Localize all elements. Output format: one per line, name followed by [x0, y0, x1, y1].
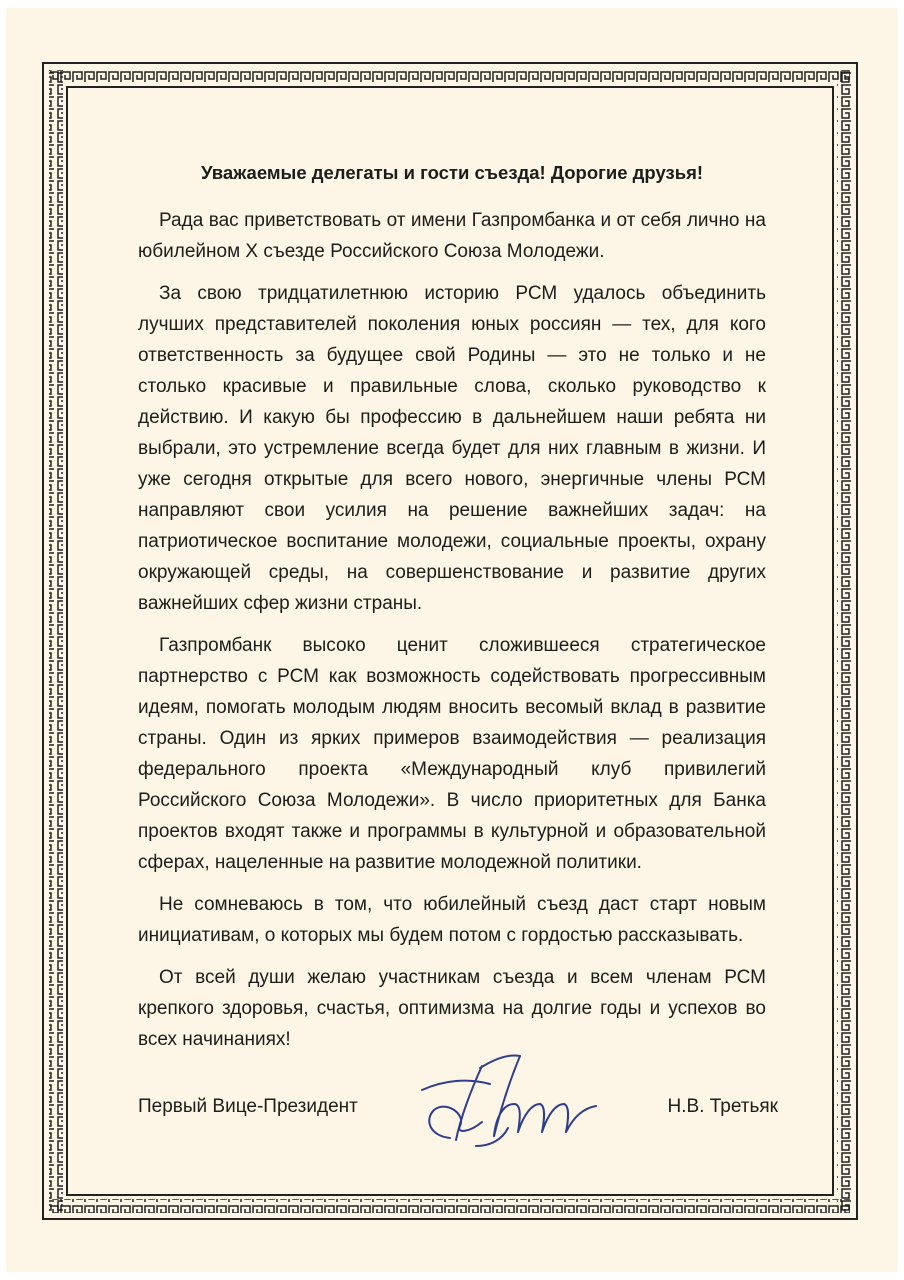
- letter-heading: Уважаемые делегаты и гости съезда! Дорогие друзья!: [200, 162, 704, 183]
- letter-paragraph: За свою тридцатилетнюю историю РСМ удалось объединить лучших представителей поколения юных россиян — тех, для кого ответственность за будущее свой Родины — это не только и не столько красивые и правильные слова, сколько руководство к действию. И какую бы профессию в дальнейшем наши ребята ни выбрали, это устремление всегда будет для них главным в жизни. И уже сегодня открытые для всего нового, энергичные члены РСМ направляют свои усилия на решение важнейших задач: на патриотическое воспитание молодежи, социальные проекты, охрану окружающей среды, на совершенствование и развитие других важнейших сфер жизни страны.: [138, 283, 766, 614]
- letter-paragraph: Не сомневаюсь в том, что юбилейный съезд даст старт новым инициативам, о которых мы будем потом с гордостью рассказывать.: [138, 894, 766, 946]
- signature-block: [138, 1090, 778, 1124]
- letter-body: [138, 160, 766, 1066]
- signatory-name: Н.В. Третьяк: [667, 1096, 778, 1117]
- signatory-title: Первый Вице-Президент: [138, 1096, 358, 1117]
- letter-paragraph: От всей души желаю участникам съезда и всем членам РСМ крепкого здоровья, счастья, оптимизма на долгие годы и успехов во всех начинаниях!: [138, 967, 766, 1050]
- letter-paragraph: Рада вас приветствовать от имени Газпромбанка и от себя лично на юбилейном X съезде Российского Союза Молодежи.: [138, 210, 766, 262]
- letter-paragraph: Газпромбанк высоко ценит сложившееся стратегическое партнерство с РСМ как возможность содействовать прогрессивным идеям, помогать молодым людям вносить весомый вклад в развитие страны. Один из ярких примеров взаимодействия — реализация федерального проекта «Международный клуб привилегий Российского Союза Молодежи». В число приоритетных для Банка проектов входят также и программы в культурной и образовательной сферах, нацеленные на развитие молодежной политики.: [138, 635, 766, 873]
